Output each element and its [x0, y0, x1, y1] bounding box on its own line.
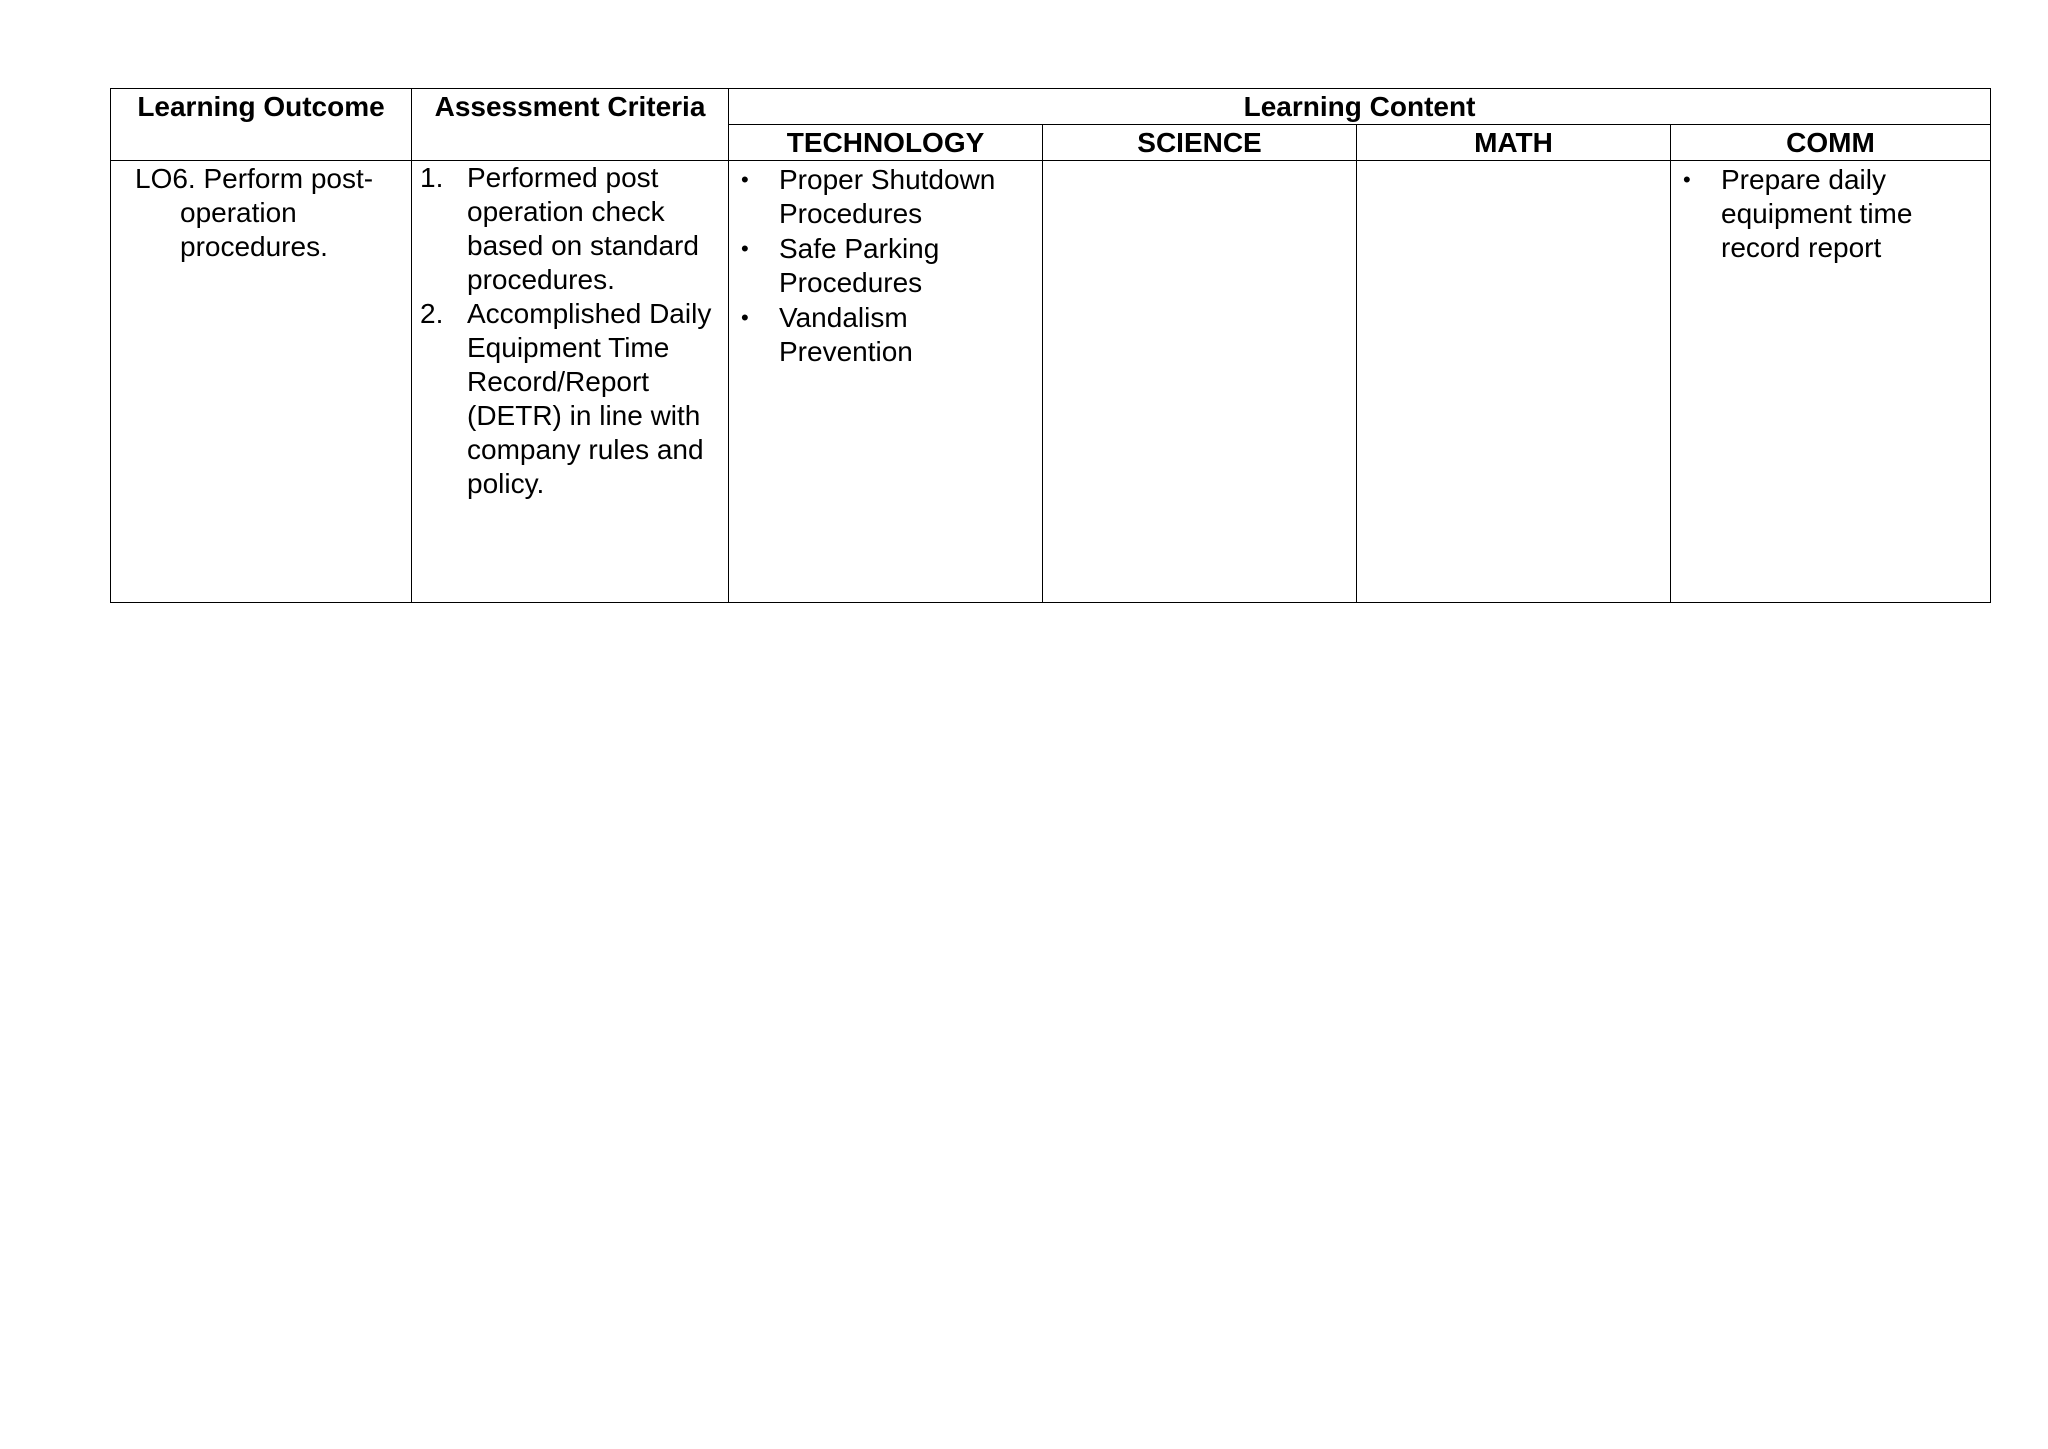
header-row-main [111, 89, 1991, 125]
cell-math [1357, 161, 1671, 603]
list-item-text: Accomplished Daily Equipment Time Record/Report (DETR) in line with company rules and policy. [467, 298, 712, 499]
list-item [420, 161, 720, 297]
header-assessment-criteria: Assessment Criteria [412, 89, 729, 161]
header-science: SCIENCE [1043, 125, 1357, 161]
bullet-icon: • [741, 305, 749, 330]
bullet-icon: • [741, 236, 749, 261]
curriculum-table [110, 88, 1991, 603]
header-learning-outcome: Learning Outcome [111, 89, 412, 161]
bullet-icon: • [1683, 167, 1691, 192]
header-learning-content: Learning Content [729, 89, 1991, 125]
list-item [420, 297, 720, 501]
cell-science [1043, 161, 1357, 603]
cell-comm [1671, 161, 1991, 603]
cell-assessment-criteria [412, 161, 729, 603]
list-item-text: Safe Parking Procedures [779, 233, 940, 298]
cell-technology [729, 161, 1043, 603]
list-item-text: Performed post operation check based on standard procedures. [467, 162, 699, 295]
list-item [1677, 163, 1984, 265]
bullet-icon: • [741, 167, 749, 192]
learning-outcome-text [111, 161, 411, 264]
list-item [735, 163, 1036, 231]
list-item-text: Vandalism Prevention [779, 302, 913, 367]
comm-list [1671, 163, 1990, 265]
list-item-text: Prepare daily equipment time record report [1721, 164, 1913, 263]
list-number: 1. [420, 162, 444, 193]
learning-outcome-rest: operation procedures. [180, 197, 328, 262]
table-row [111, 161, 1991, 603]
cell-learning-outcome [111, 161, 412, 603]
criteria-list [412, 161, 728, 501]
list-item [735, 301, 1036, 369]
header-technology: TECHNOLOGY [729, 125, 1043, 161]
list-item [735, 232, 1036, 300]
header-math: MATH [1357, 125, 1671, 161]
learning-outcome-line1: LO6. Perform post- [135, 163, 374, 194]
list-number: 2. [420, 298, 444, 329]
list-item-text: Proper Shutdown Procedures [779, 164, 996, 229]
technology-list [729, 163, 1042, 369]
header-comm: COMM [1671, 125, 1991, 161]
